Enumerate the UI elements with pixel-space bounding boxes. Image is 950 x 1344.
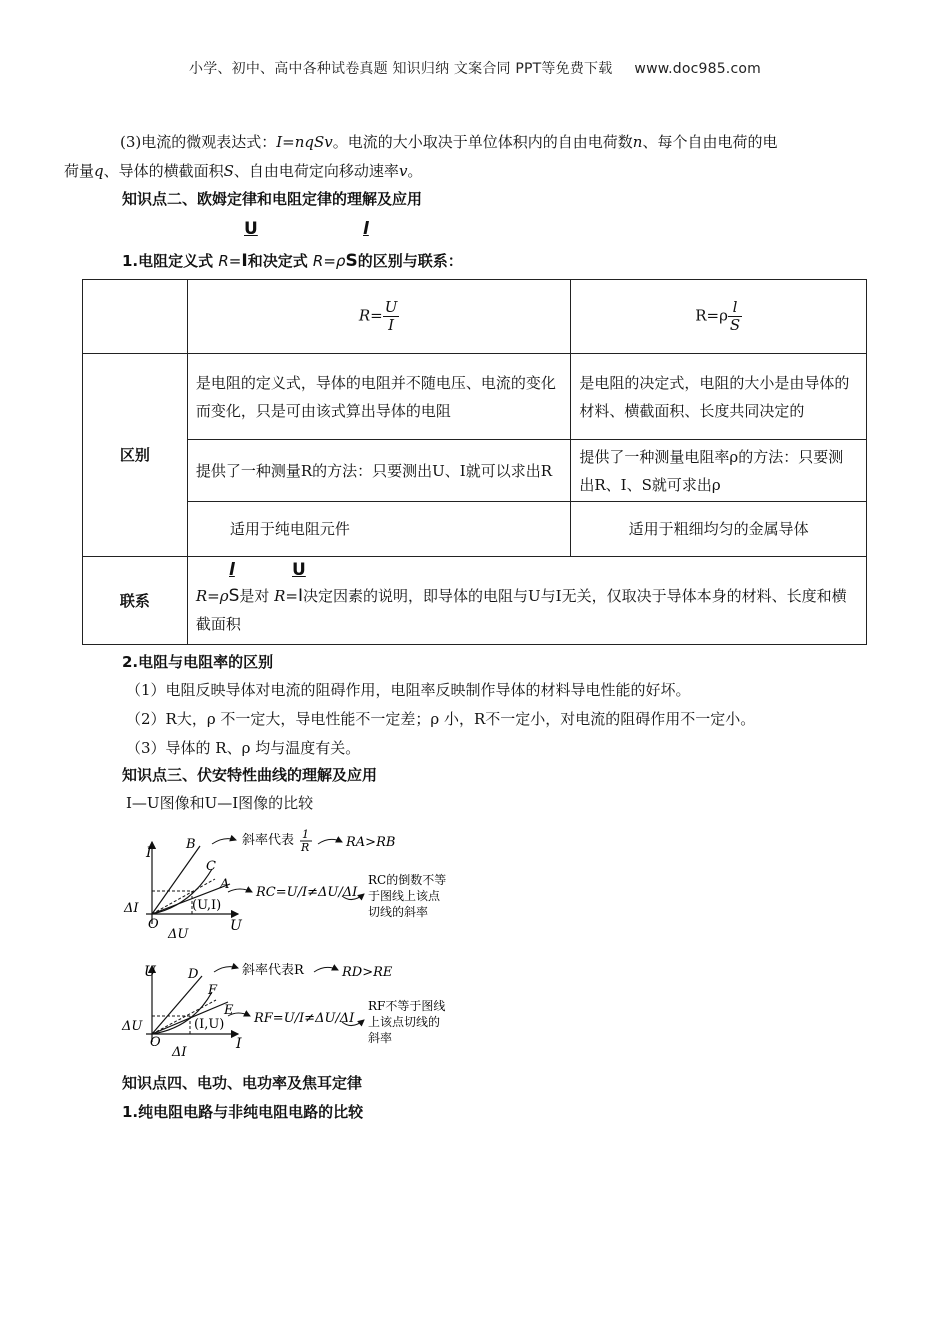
note1: 斜率代表 [242, 833, 295, 848]
section2-title: 知识点二、欧姆定律和电阻定律的理解及应用 [122, 190, 423, 208]
text: 的区别与联系： [357, 252, 463, 270]
link-label: 联系 [83, 557, 188, 645]
row3-right: 适用于粗细均匀的金属导体 [571, 502, 867, 557]
var-v: v [398, 162, 408, 180]
formula: R=ρ [695, 306, 728, 325]
point-label: (I,U) [194, 1017, 225, 1032]
text: 。 [407, 162, 423, 180]
label-f: F [208, 983, 218, 998]
formula-den: I [298, 585, 304, 606]
arrow [314, 967, 338, 972]
section3-subtitle: I—U图像和U—I图像的比较 [126, 794, 314, 812]
text: 荷量 [64, 162, 95, 180]
item1-top-u: U [244, 219, 258, 239]
delta-x-label: ΔI [172, 1045, 187, 1060]
note2-tail: 斜率 [368, 1031, 393, 1045]
item2-line1: （1）电阻反映导体对电流的阻碍作用，电阻率反映制作导体的材料导电性能的好坏。 [126, 681, 691, 699]
item2-title: 2.电阻与电阻率的区别 [122, 653, 274, 671]
text: 是对 [239, 586, 275, 605]
text: 、自由电荷定向移动速率 [233, 162, 399, 180]
header-decide-formula [571, 280, 867, 354]
arrow [318, 839, 342, 844]
row1-right: 是电阻的决定式，电阻的大小是由导体的材料、横截面积、长度共同决定的 [571, 354, 867, 440]
header-text: 小学、初中、高中各种试卷真题 知识归纳 文案合同 PPT等免费下载 [189, 61, 613, 77]
delta-y-label: ΔU [122, 1019, 143, 1034]
ui-graph [120, 958, 480, 1062]
arrow [228, 889, 252, 892]
x-axis-label: I [236, 1036, 242, 1052]
note1-result: RA>RB [346, 835, 396, 850]
delta-x-label: ΔU [168, 927, 189, 942]
table-header-row [83, 280, 867, 354]
note1-frac-den: R [301, 841, 310, 854]
table-corner-cell [83, 280, 188, 354]
x-axis-label: U [230, 918, 242, 934]
note2: RC=U/I≠ΔU/ΔI [256, 885, 358, 900]
formula: R= [218, 252, 242, 270]
link-top-u: U [292, 560, 306, 580]
note2-tail: 上该点切线的 [368, 1015, 441, 1029]
page-header [0, 58, 950, 78]
denominator: I [388, 316, 395, 334]
section4-title: 知识点四、电功、电功率及焦耳定律 [122, 1074, 363, 1092]
row2-right: 提供了一种测量电阻率ρ的方法：只要测出R、I、S就可求出ρ [571, 440, 867, 502]
comparison-table [82, 279, 867, 645]
label-b: B [186, 837, 196, 852]
formula: R=ρ [195, 586, 229, 605]
link-cell [187, 557, 866, 645]
text: (3)电流的微观表达式： [120, 133, 277, 151]
iu-graph [120, 824, 480, 944]
formula-den: S [345, 251, 358, 271]
note2-tail: RF不等于图线 [368, 999, 446, 1013]
var-q: q [94, 162, 104, 180]
delta-y-label: ΔI [124, 901, 139, 916]
note1: 斜率代表R [242, 963, 304, 978]
numerator: l [728, 299, 742, 317]
formula: R= [274, 586, 299, 605]
formula: R= [358, 306, 383, 325]
row1-left: 是电阻的定义式，导体的电阻并不随电压、电流的变化而变化，只是可由该式算出导体的电阻 [187, 354, 571, 440]
denominator: S [729, 316, 741, 334]
note2-tail: RC的倒数不等 [368, 873, 447, 887]
text: 、导体的横截面积 [103, 162, 224, 180]
formula-den: S [228, 585, 240, 606]
table-row [83, 502, 867, 557]
diff-label: 区别 [83, 354, 188, 557]
formula-den: I [241, 251, 248, 271]
origin-label: O [150, 1035, 161, 1050]
label-e: E [224, 1003, 234, 1018]
y-axis-label: I [146, 845, 152, 861]
row3-left: 适用于纯电阻元件 [187, 502, 571, 557]
formula: I=nqSv [276, 133, 333, 151]
item1-top-l: l [363, 219, 369, 239]
origin-label: O [148, 917, 159, 932]
text: 1.电阻定义式 [122, 252, 219, 270]
header-site[interactable]: www.doc985.com [634, 61, 761, 77]
label-a: A [220, 877, 230, 892]
fraction [383, 299, 400, 334]
fraction [728, 299, 742, 334]
item2-line2: （2）R大，ρ 不一定大，导电性能不一定差；ρ 小，R不一定小，对电流的阻碍作用不一定小。 [126, 710, 756, 728]
micro-current-paragraph [64, 128, 862, 186]
header-def-formula [187, 280, 571, 354]
section3-title: 知识点三、伏安特性曲线的理解及应用 [122, 766, 378, 784]
table-row [83, 557, 867, 645]
formula: R=ρ [312, 252, 346, 270]
var-n: n [632, 133, 643, 151]
label-c: C [206, 859, 216, 874]
note1-frac-num: 1 [302, 828, 309, 841]
note1-result: RD>RE [342, 965, 393, 980]
var-s: S [223, 162, 234, 180]
text: 和决定式 [247, 252, 313, 270]
arrow [214, 967, 238, 972]
arrow [212, 839, 236, 844]
label-d: D [188, 967, 199, 982]
note2-tail: 于图线上该点 [368, 889, 441, 903]
note2-tail: 切线的斜率 [368, 905, 429, 919]
text: 决定因素的说明，即导体的电阻与U与I无关，仅取决于导体本身的材料、长度和横截面积 [195, 586, 847, 633]
numerator: U [384, 298, 398, 316]
section4-item1: 1.纯电阻电路与非纯电阻电路的比较 [122, 1103, 364, 1121]
text: 。电流的大小取决于单位体积内的自由电荷数 [332, 133, 633, 151]
row2-left: 提供了一种测量R的方法：只要测出U、I就可以求出R [187, 440, 571, 502]
table-row [83, 354, 867, 440]
point-label: (U,I) [192, 898, 222, 913]
item1-line [122, 250, 463, 271]
note2: RF=U/I≠ΔU/ΔI [254, 1011, 355, 1026]
text: 、每个自由电荷的电 [642, 133, 778, 151]
item2-line3: （3）导体的 R、ρ 均与温度有关。 [126, 739, 361, 757]
y-axis-label: U [144, 964, 156, 980]
link-top-l: l [229, 560, 235, 580]
table-row [83, 440, 867, 502]
